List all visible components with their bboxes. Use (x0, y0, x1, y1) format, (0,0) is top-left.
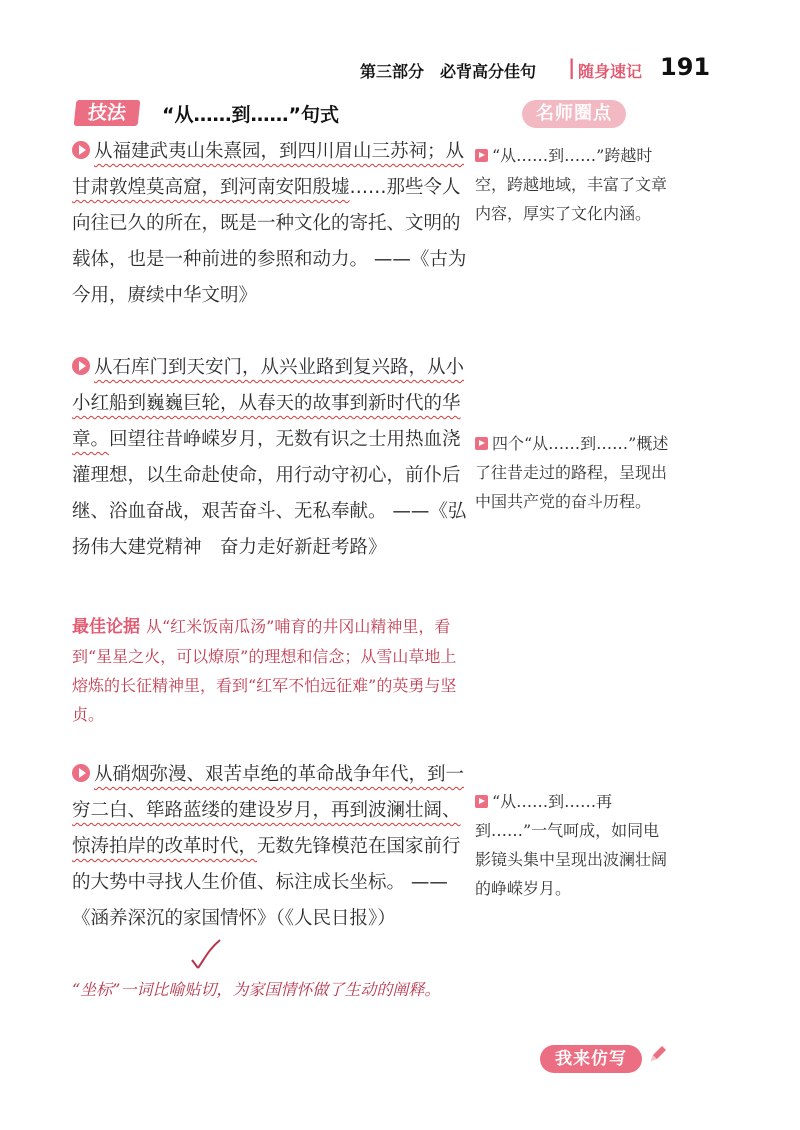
technique-title: “从……到……”句式 (162, 104, 339, 126)
side-note-1 (475, 141, 675, 228)
page-header (360, 55, 720, 85)
side-note-2 (475, 429, 675, 516)
sidebar-title (522, 100, 626, 128)
play-circle-icon (72, 357, 90, 375)
arrow-box-icon (475, 437, 488, 450)
example-paragraph-1 (72, 134, 467, 314)
side-note-2-text: 四个“从……到……”概述了往昔走过的路程，呈现出中国共产党的奋斗历程。 (475, 434, 669, 511)
header-separator: | (568, 55, 576, 79)
play-circle-icon (72, 141, 90, 159)
technique-badge: 技法 (74, 100, 141, 126)
side-note-1-text: “从……到……”跨越时空，跨越地域，丰富了文章内容，厚实了文化内涵。 (475, 146, 668, 223)
example-1-rest: ……那些令人向往已久的所在，既是一种文化的寄托、文明的载体，也是一种前进的参照和动力。 ——《古为今用，赓续中华文明》 (72, 177, 467, 306)
best-argument-text: 从“红米饭南瓜汤”哺育的井冈山精神里，看到“星星之火，可以燎原”的理想和信念；从雪山草地上熔炼的长征精神里，看到“红军不怕远征难”的英勇与坚贞。 (72, 617, 457, 724)
arrow-box-icon (475, 149, 488, 162)
handwritten-note: “坐标”一词比喻贴切，为家国情怀做了生动的阐释。 (72, 980, 441, 999)
example-2-rest: 回望往昔峥嵘岁月，无数有识之士用热血浇灌理想，以生命赴使命，用行动守初心，前仆后继、浴血奋战，艰苦奋斗、无私奉献。 ——《弘扬伟大建党精神 奋力走好新赶考路》 (72, 429, 467, 558)
imitate-writing-button[interactable]: 我来仿写 (540, 1045, 642, 1073)
example-1-marked: 从福建武夷山朱熹园，到四川眉山三苏祠；从甘肃敦煌莫高窟，到河南安阳殷墟 (72, 141, 465, 198)
section-title: 第三部分 必背高分佳句 (360, 62, 537, 81)
play-circle-icon (72, 764, 90, 782)
pencil-icon (648, 1044, 668, 1064)
arrow-box-icon (475, 795, 488, 808)
side-note-3 (475, 787, 675, 903)
example-paragraph-3 (72, 757, 467, 937)
example-paragraph-2 (72, 350, 467, 566)
best-argument-label: 最佳论据 (72, 617, 140, 637)
side-note-3-text: “从……到……再到……”一气呵成，如同电影镜头集中呈现出波澜壮阔的峥嵘岁月。 (475, 792, 668, 898)
best-argument (72, 612, 467, 729)
header-tag: 随身速记 (578, 62, 643, 81)
handwritten-check-mark (190, 938, 230, 974)
page-number: 191 (660, 53, 711, 81)
sidebar-title-text: 名师圈点 (536, 103, 612, 124)
example-3-marked: 从硝烟弥漫、艰苦卓绝的革命战争年代，到一穷二白、筚路蓝缕的建设岁月，再到波澜壮阔、惊涛拍岸的改革时代， (72, 764, 465, 857)
example-2-marked: 从石库门到天安门，从兴业路到复兴路，从小小红船到巍巍巨轮，从春天的故事到新时代的华章。 (72, 357, 465, 450)
example-3-rest: 无数先锋模范在国家前行的大势中寻找人生价值、标注成长坐标。 ——《涵养深沉的家国情怀》（《人民日报》） (72, 836, 461, 929)
